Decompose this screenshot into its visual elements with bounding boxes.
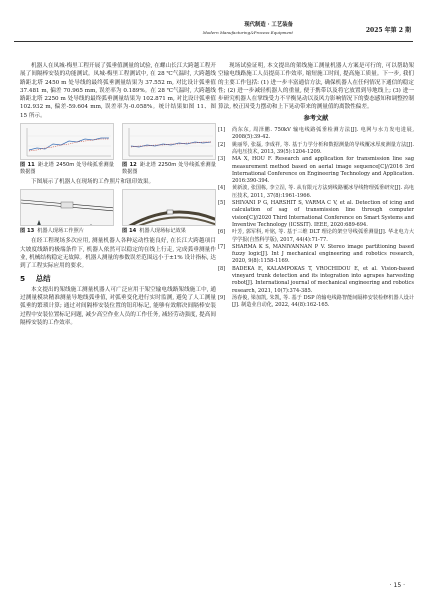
section-heading — [20, 275, 216, 283]
reference-text: 姚丽琴, 张磊, 李成祥, 等. 基于力学分析和数据测量的导线覆冰厚度测量方法[J]. 高电压技术, 2013, 39(5):1204-1209. — [232, 141, 414, 155]
section-number: 5 — [20, 273, 26, 283]
reference-item — [218, 142, 414, 157]
references-heading: 参考文献 — [303, 114, 329, 122]
reference-text: SHIVANI P G, HARSHIT S, VARMA C V, et al. Detection of icing and calculation of sag of transmission line through computer vision[C]//2020 Third International Conference on Smart Systems and Inventive Technology (ICSSIT). IEEE, 2020:689-694. — [232, 200, 414, 228]
reference-item — [218, 185, 414, 200]
reference-item — [218, 266, 414, 295]
figure-11-number: 图 11 — [20, 162, 35, 169]
figure-12 — [122, 123, 216, 176]
issue-label: 2025 年第 2 期 — [365, 27, 411, 34]
reference-number: [8] — [218, 265, 226, 272]
reference-item — [218, 127, 414, 142]
figure-11-caption: 距北塔 2450m 处导线弧垂测量数据图 — [20, 162, 114, 176]
reference-text: MA X, HOU F. Research and application for transmission line sag measurement method based on aerial image sequence[C]//2016 3rd International Conference on Engineering Technology and Application. 2016:390-394. — [232, 156, 414, 185]
paragraph-field-application: 在经工程现场多次应用, 测量机器人各种运动性能良好, 在长江大跨越项目大坡度线路的极端条件下, 机器人依然可以稳定的在线上行走, 完成弧垂测量作业, 机械结构稳定无故障。机器人测量的参数误差范围远小于±1% 设计指标, 达到了工程实际应用的要求。 — [20, 238, 216, 270]
reference-number: [5] — [218, 200, 226, 207]
figure-row-charts — [20, 123, 216, 176]
figure-14 — [122, 189, 216, 235]
page-number: · 15 · — [389, 582, 405, 589]
figure-13-caption: 机器人现场工作照片 — [37, 228, 84, 235]
left-column — [20, 62, 216, 327]
reference-number: [6] — [218, 229, 226, 236]
figure-12-number: 图 12 — [122, 162, 137, 169]
journal-title-cn: 现代制造 · 工艺装备 — [244, 22, 293, 28]
reference-number: [4] — [218, 185, 226, 192]
figure-14-caption: 机器人现场标记效果 — [139, 228, 186, 235]
reference-number: [1] — [218, 127, 226, 134]
paragraph-conclusion: 现场试验证明, 本文提出的架线施工测量机器人方案是可行的, 可以帮助架空输电线路施工人员提高工作效率, 缩短施工时间, 提高施工质量。下一步, 我们的主要工作包括: (1) 进一步丰富通信方法, 确保机器人在任何情况下通信的稳定性; (2) 进一步减轻机器人的重量, 便于携带以及将它放置到导地线上; (3) 进一步研究机器人在掌线受力不平衡晃动以及风力影响情况下的姿态感知和调整控制算法, 校正因受力摆动和上下晃动带来的测量值的离散性偏差。 — [218, 63, 414, 111]
page-header — [14, 22, 413, 42]
references-list — [218, 127, 414, 309]
reference-number: [2] — [218, 141, 226, 148]
journal-title-en: Modern Manufacturing&Process Equipment — [202, 30, 293, 35]
paragraph-test-results: 机器人在凤城-梅里工程开展了弧垂值测量的试验, 在螺山长江大跨越工程开展了间隔棒安装的功能测试。凤城-梅里工程测试中, 在 28 ℃气温时, 大跨越线路距北塔 2450 m 处导线的最终弧垂测量结果为 37.552 m, 对比设计弧垂值 37.481 m, 偏差 70.965 mm, 误差率为 0.189%。在 28 ℃气温时, 大跨越线路距北塔 2250 m 处导线的最终弧垂测量结果为 102.871 m, 对比设计弧垂值 102.932 m, 偏差-59.604 mm, 误差率为-0.058%。统计结果如图 11、图 15 所示。 — [20, 63, 216, 119]
figure-11 — [20, 123, 114, 176]
figure-12-caption: 距北塔 2250m 处导线弧垂测量数据图 — [122, 162, 216, 176]
reference-number: [9] — [218, 294, 226, 301]
reference-text: 尚东东, 周泽鹏. 750kV 输电线路弧垂检测方法[J]. 电网与水力发电进展, 2008(5):39-42. — [232, 127, 414, 141]
reference-item — [218, 156, 414, 185]
paragraph-photo-intro: 下图展示了机器人在现场的工作照片和钮印效果。 — [31, 179, 155, 186]
reference-text: 汤春俊, 梁加凯, 朱凯, 等. 基于 DSP 的输电线路智能间隔棒安装检修机器人设计[J]. 制造业自动化, 2022, 44(8):162-165. — [232, 294, 414, 309]
section-title: 总结 — [35, 273, 51, 283]
figure-14-number: 图 14 — [122, 228, 137, 235]
reference-item — [218, 295, 414, 310]
figure-11-chart — [20, 123, 114, 160]
figure-13 — [20, 189, 114, 235]
right-column — [218, 62, 414, 310]
reference-text: 叶芳, 郭军科, 叶铭, 等. 基于三维 DLT 理论的架空导线弧垂测量[J]. 华北电力大学学报(自然科学版), 2017, 44(4):71-77. — [232, 229, 414, 243]
paragraph-summary: 本文提出的架线施工测量机器人可广泛应用于架空输电线路架线施工中, 通过测量模块精准测量导地线弧垂值, 对弧垂变化进行实时监测, 避免了人工测量弧垂的繁琐计算; 通过对间隔棒安装位置的钮印标记, 能够有效解决间隔棒安装过程中安装位置标记问题, 减少高空作业人员的工作任务, 减轻劳动强度, 提高间隔棒安装的工作效率。 — [20, 286, 216, 327]
reference-text: SHARMA K S, MANIVANNAN P V. Stereo image partitioning based fuzzy logic[J]. Int J mechanical engineering and robotics research, 2020, 9(8):1158-1169. — [232, 243, 414, 265]
reference-text: BADEKA E, KALAMPOKAS T, VROCHIDOU E, et al. Vision-based vineyard trunk detection and its integration into agrapes harvesting robot[J]. International journal of mechanical engineering and robotics research, 2021, 10(7):374-385. — [232, 265, 414, 294]
reference-number: [7] — [218, 243, 226, 250]
reference-item — [218, 229, 414, 244]
reference-item — [218, 244, 414, 266]
reference-item — [218, 200, 414, 229]
robot-field-photo — [20, 189, 114, 226]
figure-12-chart — [122, 123, 216, 160]
reference-number: [3] — [218, 156, 226, 163]
figure-13-number: 图 13 — [20, 228, 35, 235]
robot-marking-photo — [122, 189, 216, 226]
figure-row-photos — [20, 189, 216, 235]
reference-text: 黄新波, 张国栋, 李立浧, 等. 从有限元方法到线路覆冰导线物理弧垂研究[J]. 高电压技术, 2011, 37(8):1961-1966. — [232, 185, 414, 199]
